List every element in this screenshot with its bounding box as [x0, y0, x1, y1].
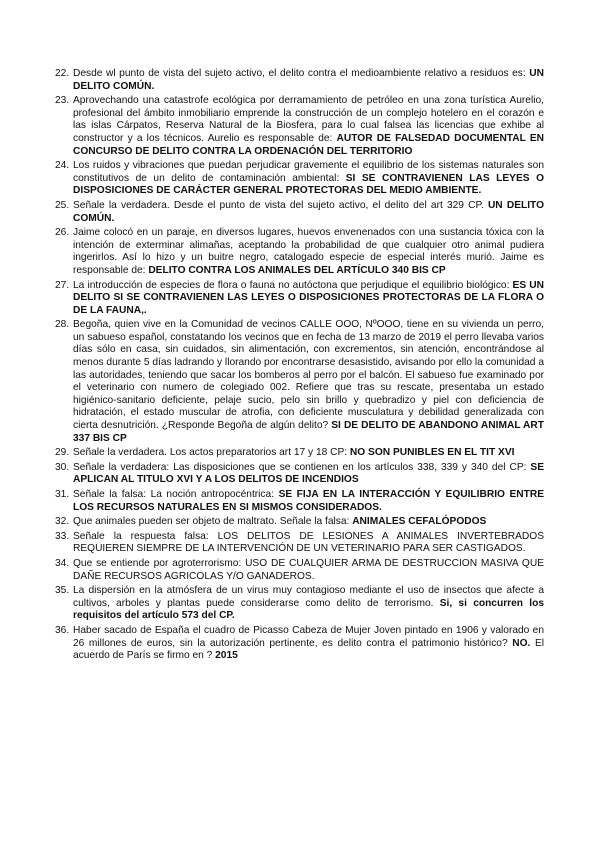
- question-item: [55, 462, 544, 487]
- question-list: [55, 68, 544, 665]
- question-number: 25.: [55, 199, 70, 211]
- question-item: [55, 68, 544, 93]
- question-item: [55, 95, 544, 158]
- question-number: 31.: [55, 489, 70, 500]
- question-item: [55, 531, 544, 556]
- question-text: Señale la respuesta falsa: LOS DELITOS DE LESIONES A ANIMALES INVERTEBRADOS REQUIEREN SIEMPRE DE LA INTERVENCIÓN DE UN VETERINARIO PARA SER CASTIGADOS.: [73, 530, 544, 555]
- question-text: La dispersión en la atmósfera de un virus muy contagioso mediante el uso de insectos que afecte a cultivos, arboles y plantas puede considerarse como delito de terrorismo.: [73, 585, 544, 609]
- answer-text: SI SE CONTRAVIENEN LAS LEYES O DISPOSICIONES DE CARÁCTER GENERAL PROTECTORAS DEL MEDIO AMBIENTE.: [73, 172, 544, 197]
- question-item: [55, 489, 544, 514]
- question-text: La introducción de especies de flora o fauna no autóctona que perjudique el equilibrio biológico:: [73, 279, 513, 291]
- question-number: 28.: [55, 319, 70, 331]
- answer-text: ES UN DELITO SI SE CONTRAVIENEN LAS LEYES O DISPOSICIONES PROTECTORAS DE LA FLORA O DE LA FAUNA,.: [73, 279, 544, 316]
- answer-text: SI DE DELITO DE ABANDONO ANIMAL ART 337 BIS CP: [73, 420, 544, 444]
- answer-text: Si, si concurren los requisitos del artículo 573 del CP.: [73, 597, 544, 622]
- question-number: 36.: [55, 624, 70, 636]
- answer-text: AUTOR DE FALSEDAD DOCUMENTAL EN CONCURSO DE DELITO CONTRA LA ORDENACIÓN DEL TERRITORIO: [73, 132, 544, 157]
- answer-text: UN DELITO COMÚN.: [73, 68, 544, 92]
- question-text: Que animales pueden ser objeto de maltrato. Señale la falsa:: [73, 516, 353, 528]
- answer-text: UN DELITO COMÚN.: [73, 199, 544, 224]
- question-item: [55, 625, 544, 663]
- question-text: Haber sacado de España el cuadro de Picasso Cabeza de Mujer Joven pintado en 1906 y valorado en 26 millones de euros, sin la autorización pertinente, es delito contra el patrimonio histórico?: [73, 624, 544, 649]
- question-number: 22.: [55, 68, 70, 79]
- answer-text: 2015: [215, 650, 238, 662]
- question-item: [55, 200, 544, 225]
- question-item: [55, 558, 544, 583]
- question-item: [55, 160, 544, 198]
- question-number: 29.: [55, 447, 70, 459]
- question-text: Señale la verdadera: Las disposiciones que se contienen en los artículos 338, 339 y 340 del CP:: [73, 461, 531, 473]
- question-text: Desde wl punto de vista del sujeto activo, el delito contra el medioambiente relativo a residuos es:: [73, 68, 530, 79]
- question-text: Begoña, quien vive en la Comunidad de vecinos CALLE OOO, NºOOO, tiene en su vivienda un perro, un sabueso español, constatando los vecinos que en fecha de 13 marzo de 2019 el perro llevaba varios días sólo en casa, sin cuidados, sin alimentación, con excrementos, sin atención, encontrándose al menos durante 5 días ladrando y llorando por encontrarse desasistido, avisando por ello la comunidad a las autoridades, teniendo que sacar los bomberos al perro por el balcón. El sabueso fue examinado por el veterinario con numero de colegiado 002. Refiere que tras su rescate, presentaba un estado higiénico-sanitario deficiente, pelaje sucio, pelo sin brillo y quebradizo y piel con deficiencia de hidratación, el estado muscular de atrofia, con deficiente musculatura y debilidad generalizada con cierta desnutrición. ¿Responde Begoña de algún delito?: [73, 319, 544, 432]
- question-number: 24.: [55, 160, 70, 172]
- question-text: Señale la verdadera. Desde el punto de vista del sujeto activo, el delito del art 329 CP.: [73, 199, 488, 211]
- question-text: Que se entiende por agroterrorismo: USO DE CUALQUIER ARMA DE DESTRUCCION MASIVA QUE DAÑE RECURSOS AGRICOLAS Y/O GANADEROS.: [73, 557, 544, 582]
- question-item: [55, 585, 544, 623]
- question-item: [55, 447, 544, 460]
- question-text: Señale la falsa: La noción antropocéntrica:: [73, 489, 279, 500]
- question-text: Los ruidos y vibraciones que puedan perjudicar gravemente el equilibrio de los sistemas naturales son constitutivos de un delito de contaminación ambiental:: [73, 160, 544, 184]
- answer-text: DELITO CONTRA LOS ANIMALES DEL ARTÍCULO 340 BIS CP: [148, 264, 446, 276]
- answer-text: SE APLICAN AL TITULO XVI Y A LOS DELITOS DE INCENDIOS: [73, 461, 544, 486]
- question-number: 35.: [55, 585, 70, 597]
- question-text: Aprovechando una catastrofe ecológica por derramamiento de petróleo en una zona turística Aurelio, profesional del ámbito inmobiliario emprende la construcción de un complejo hotelero en el corazón e las islas Cárpatos, Reserva Natural de la Biosfera, para lo cual falsea las licencias que exhibe al constructor y a los técnicos. Aurelio es responsable de:: [73, 95, 544, 144]
- question-text: Señale la verdadera. Los actos preparatorios art 17 y 18 CP:: [73, 447, 350, 459]
- question-item: [55, 319, 544, 445]
- question-number: 34.: [55, 557, 70, 569]
- question-text: El acuerdo de París se firmo en ?: [73, 637, 544, 662]
- question-number: 23.: [55, 95, 70, 107]
- question-number: 32.: [55, 516, 70, 528]
- question-number: 30.: [55, 461, 70, 473]
- answer-text: NO.: [512, 637, 531, 649]
- question-number: 26.: [55, 227, 70, 239]
- question-number: 27.: [55, 279, 70, 291]
- answer-text: ANIMALES CEFALÓPODOS: [352, 516, 487, 528]
- question-item: [55, 516, 544, 529]
- question-text: Jaime colocó en un paraje, en diversos lugares, huevos envenenados con una sustancia tóxica con la intención de exterminar alimañas, aceptando la probabilidad de que cualquier otro animal pudiera ingerirlos. Así lo hizo y un buitre negro, catalogado especie de especial interés murió. Jaime es responsable de:: [73, 227, 544, 276]
- question-number: 33.: [55, 530, 70, 542]
- answer-text: NO SON PUNIBLES EN EL TIT XVI: [349, 447, 515, 459]
- question-item: [55, 227, 544, 277]
- answer-text: SE FIJA EN LA INTERACCIÓN Y EQUILIBRIO ENTRE LOS RECURSOS NATURALES EN SI MISMOS CONSIDERADOS.: [73, 489, 544, 513]
- question-item: [55, 280, 544, 318]
